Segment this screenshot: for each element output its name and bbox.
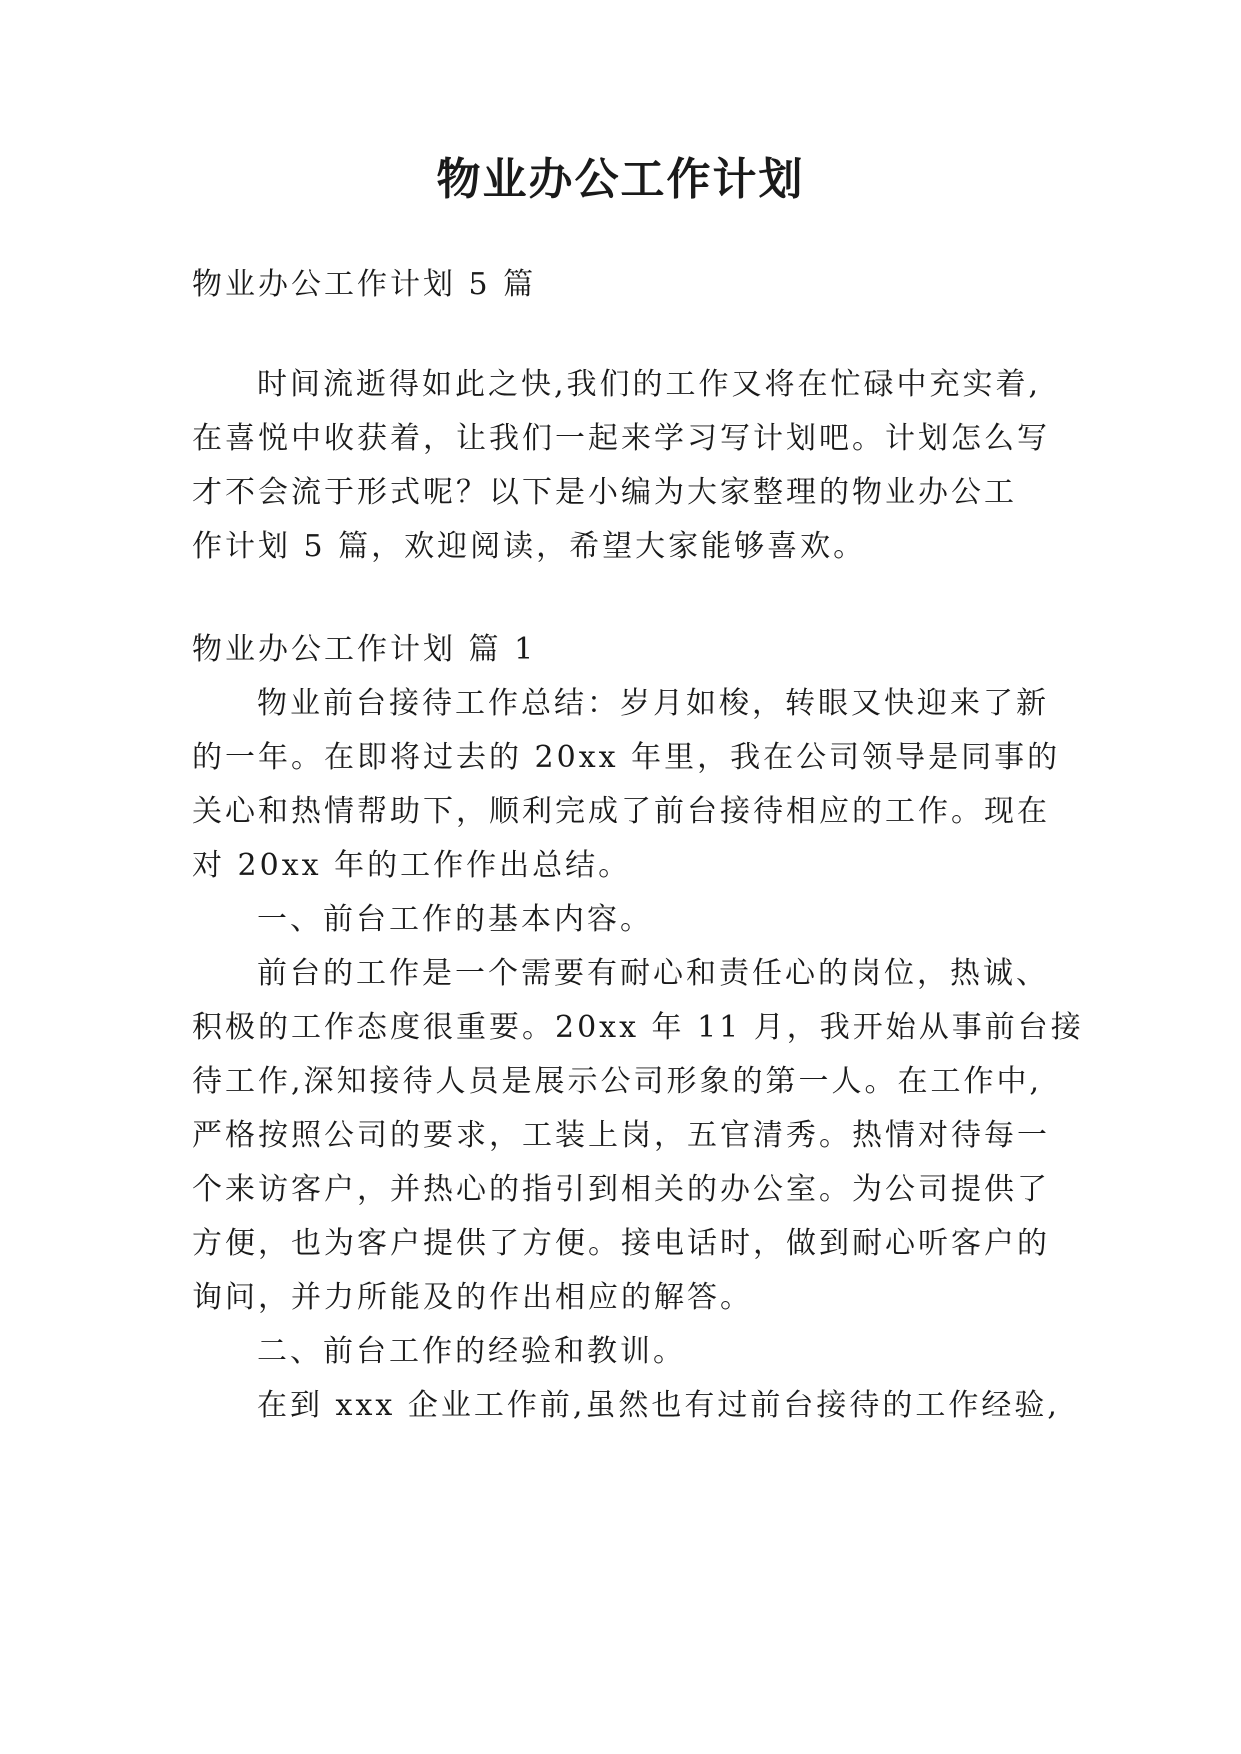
section-heading: 物业办公工作计划 篇 1 xyxy=(192,632,537,667)
paragraph-line: 的一年。在即将过去的 20xx 年里，我在公司领导是同事的 xyxy=(192,740,1061,775)
subheading-experience: 二、前台工作的经验和教训。 xyxy=(257,1334,686,1369)
paragraph-line: 对 20xx 年的工作作出总结。 xyxy=(192,848,632,883)
paragraph-line: 在到 xxx 企业工作前,虽然也有过前台接待的工作经验, xyxy=(257,1388,1060,1423)
paragraph-line: 前台的工作是一个需要有耐心和责任心的岗位，热诚、 xyxy=(257,956,1049,991)
paragraph-line: 询问，并力所能及的作出相应的解答。 xyxy=(192,1280,753,1315)
intro-line: 时间流逝得如此之快,我们的工作又将在忙碌中充实着, xyxy=(257,367,1042,402)
paragraph-line: 个来访客户，并热心的指引到相关的办公室。为公司提供了 xyxy=(192,1172,1050,1207)
subheading-basic-content: 一、前台工作的基本内容。 xyxy=(257,902,653,937)
paragraph-line: 严格按照公司的要求，工装上岗，五官清秀。热情对待每一 xyxy=(192,1118,1050,1153)
paragraph-line: 物业前台接待工作总结：岁月如梭，转眼又快迎来了新 xyxy=(257,686,1049,721)
paragraph-line: 待工作,深知接待人员是展示公司形象的第一人。在工作中, xyxy=(192,1064,1043,1099)
document-title: 物业办公工作计划 xyxy=(436,154,805,205)
paragraph-line: 方便，也为客户提供了方便。接电话时，做到耐心听客户的 xyxy=(192,1226,1050,1261)
paragraph-line: 积极的工作态度很重要。20xx 年 11 月，我开始从事前台接 xyxy=(192,1010,1084,1045)
intro-line: 在喜悦中收获着，让我们一起来学习写计划吧。计划怎么写 xyxy=(192,421,1050,456)
paragraph-line: 关心和热情帮助下，顺利完成了前台接待相应的工作。现在 xyxy=(192,794,1050,829)
intro-line: 才不会流于形式呢？以下是小编为大家整理的物业办公工 xyxy=(192,475,1017,510)
document-subtitle: 物业办公工作计划 5 篇 xyxy=(192,267,537,302)
intro-line: 作计划 5 篇，欢迎阅读，希望大家能够喜欢。 xyxy=(192,529,867,564)
